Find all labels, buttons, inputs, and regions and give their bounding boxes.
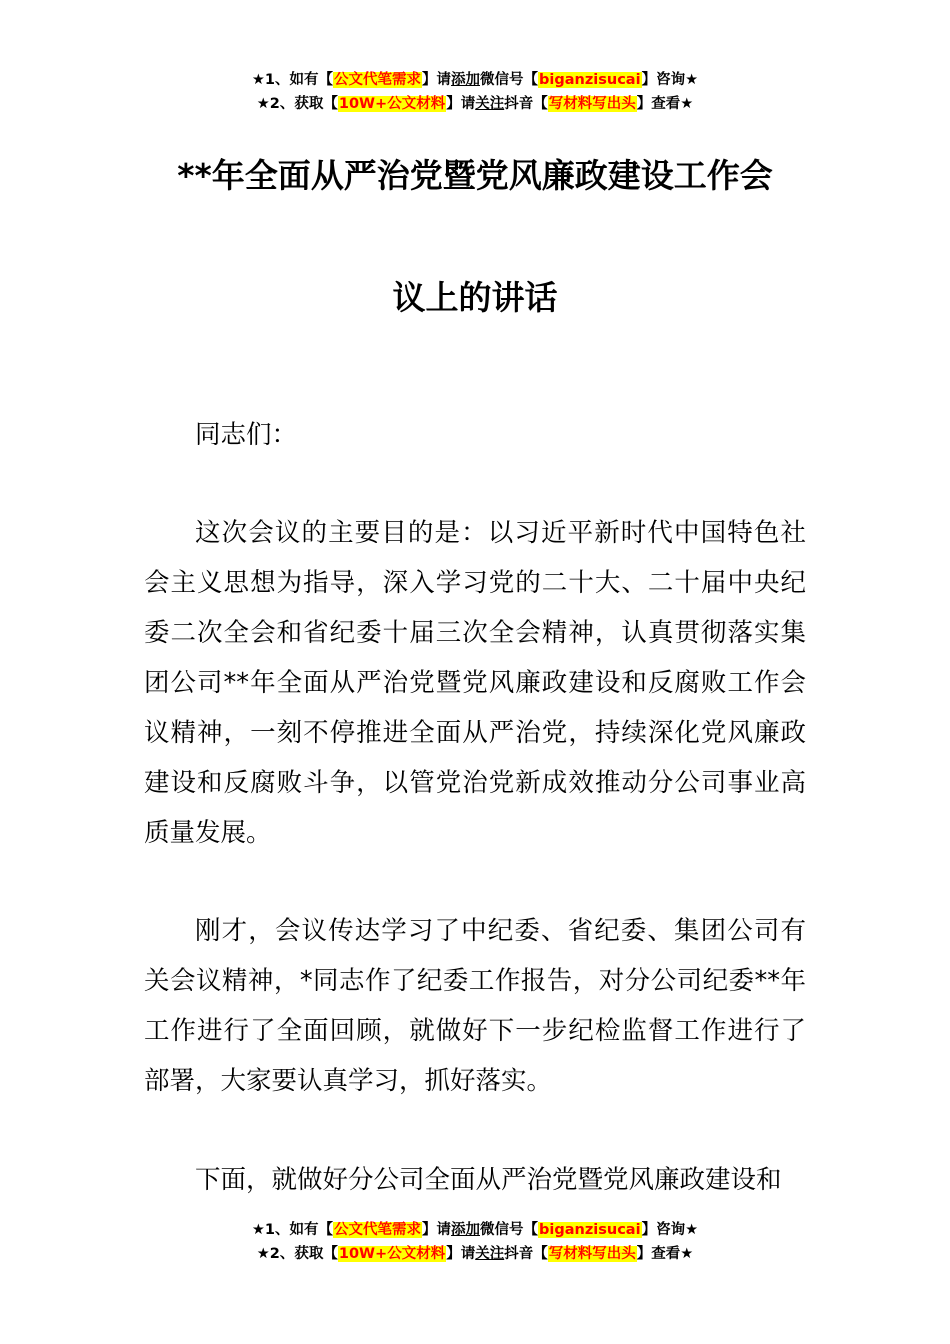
banner-text: ★2、获取【 — [256, 96, 338, 112]
banner-text: 微信号【 — [480, 72, 539, 88]
banner-line-2 — [0, 92, 950, 116]
banner-text: 】咨询★ — [641, 1222, 699, 1238]
banner-text: 】请 — [422, 72, 452, 88]
banner-highlight: biganzisucai — [539, 1222, 641, 1238]
banner-text: ★2、获取【 — [256, 1246, 338, 1262]
banner-underlined: 添加 — [451, 72, 481, 88]
banner-text: ★1、如有【 — [251, 72, 334, 88]
banner-line-1 — [0, 68, 950, 92]
banner-highlight: 公文代笔需求 — [334, 72, 422, 88]
banner-line-1 — [0, 1218, 950, 1242]
banner-highlight: biganzisucai — [539, 72, 641, 88]
banner-text: 】查看★ — [636, 1246, 694, 1262]
banner-highlight: 写材料写出头 — [548, 96, 636, 112]
banner-underlined: 添加 — [451, 1222, 481, 1238]
banner-text: 】请 — [446, 96, 476, 112]
banner-highlight: 10W+公文材料 — [338, 96, 446, 112]
banner-text: 】请 — [422, 1222, 452, 1238]
footer-banner — [0, 1218, 950, 1266]
banner-text: 】查看★ — [636, 96, 694, 112]
body-paragraph: 这次会议的主要目的是：以习近平新时代中国特色社会主义思想为指导，深入学习党的二十大、二十届中央纪委二次全会和省纪委十届三次全会精神，认真贯彻落实集团公司**年全面从严治党暨党风廉政建设和反腐败工作会议精神，一刻不停推进全面从严治党，持续深化党风廉政建设和反腐败斗争，以管党治党新成效推动分公司事业高质量发展。 — [144, 518, 806, 848]
banner-text: 】请 — [446, 1246, 476, 1262]
body-paragraph: 下面，就做好分公司全面从严治党暨党风廉政建设和 — [195, 1165, 782, 1195]
header-banner — [0, 68, 950, 116]
banner-text: 】咨询★ — [641, 72, 699, 88]
banner-text: 抖音【 — [504, 1246, 548, 1262]
banner-underlined: 关注 — [475, 1246, 505, 1262]
salutation: 同志们： — [195, 420, 298, 450]
banner-line-2 — [0, 1242, 950, 1266]
banner-underlined: 关注 — [475, 96, 505, 112]
banner-text: 抖音【 — [504, 96, 548, 112]
banner-highlight: 公文代笔需求 — [334, 1222, 422, 1238]
document-title-line-1: **年全面从严治党暨党风廉政建设工作会 — [177, 156, 773, 195]
banner-highlight: 10W+公文材料 — [338, 1246, 446, 1262]
banner-highlight: 写材料写出头 — [548, 1246, 636, 1262]
body-paragraph: 刚才，会议传达学习了中纪委、省纪委、集团公司有关会议精神，*同志作了纪委工作报告，对分公司纪委**年工作进行了全面回顾，就做好下一步纪检监督工作进行了部署，大家要认真学习，抓好落实。 — [144, 916, 806, 1096]
banner-text: ★1、如有【 — [251, 1222, 334, 1238]
document-title-line-2: 议上的讲话 — [392, 278, 558, 317]
banner-text: 微信号【 — [480, 1222, 539, 1238]
